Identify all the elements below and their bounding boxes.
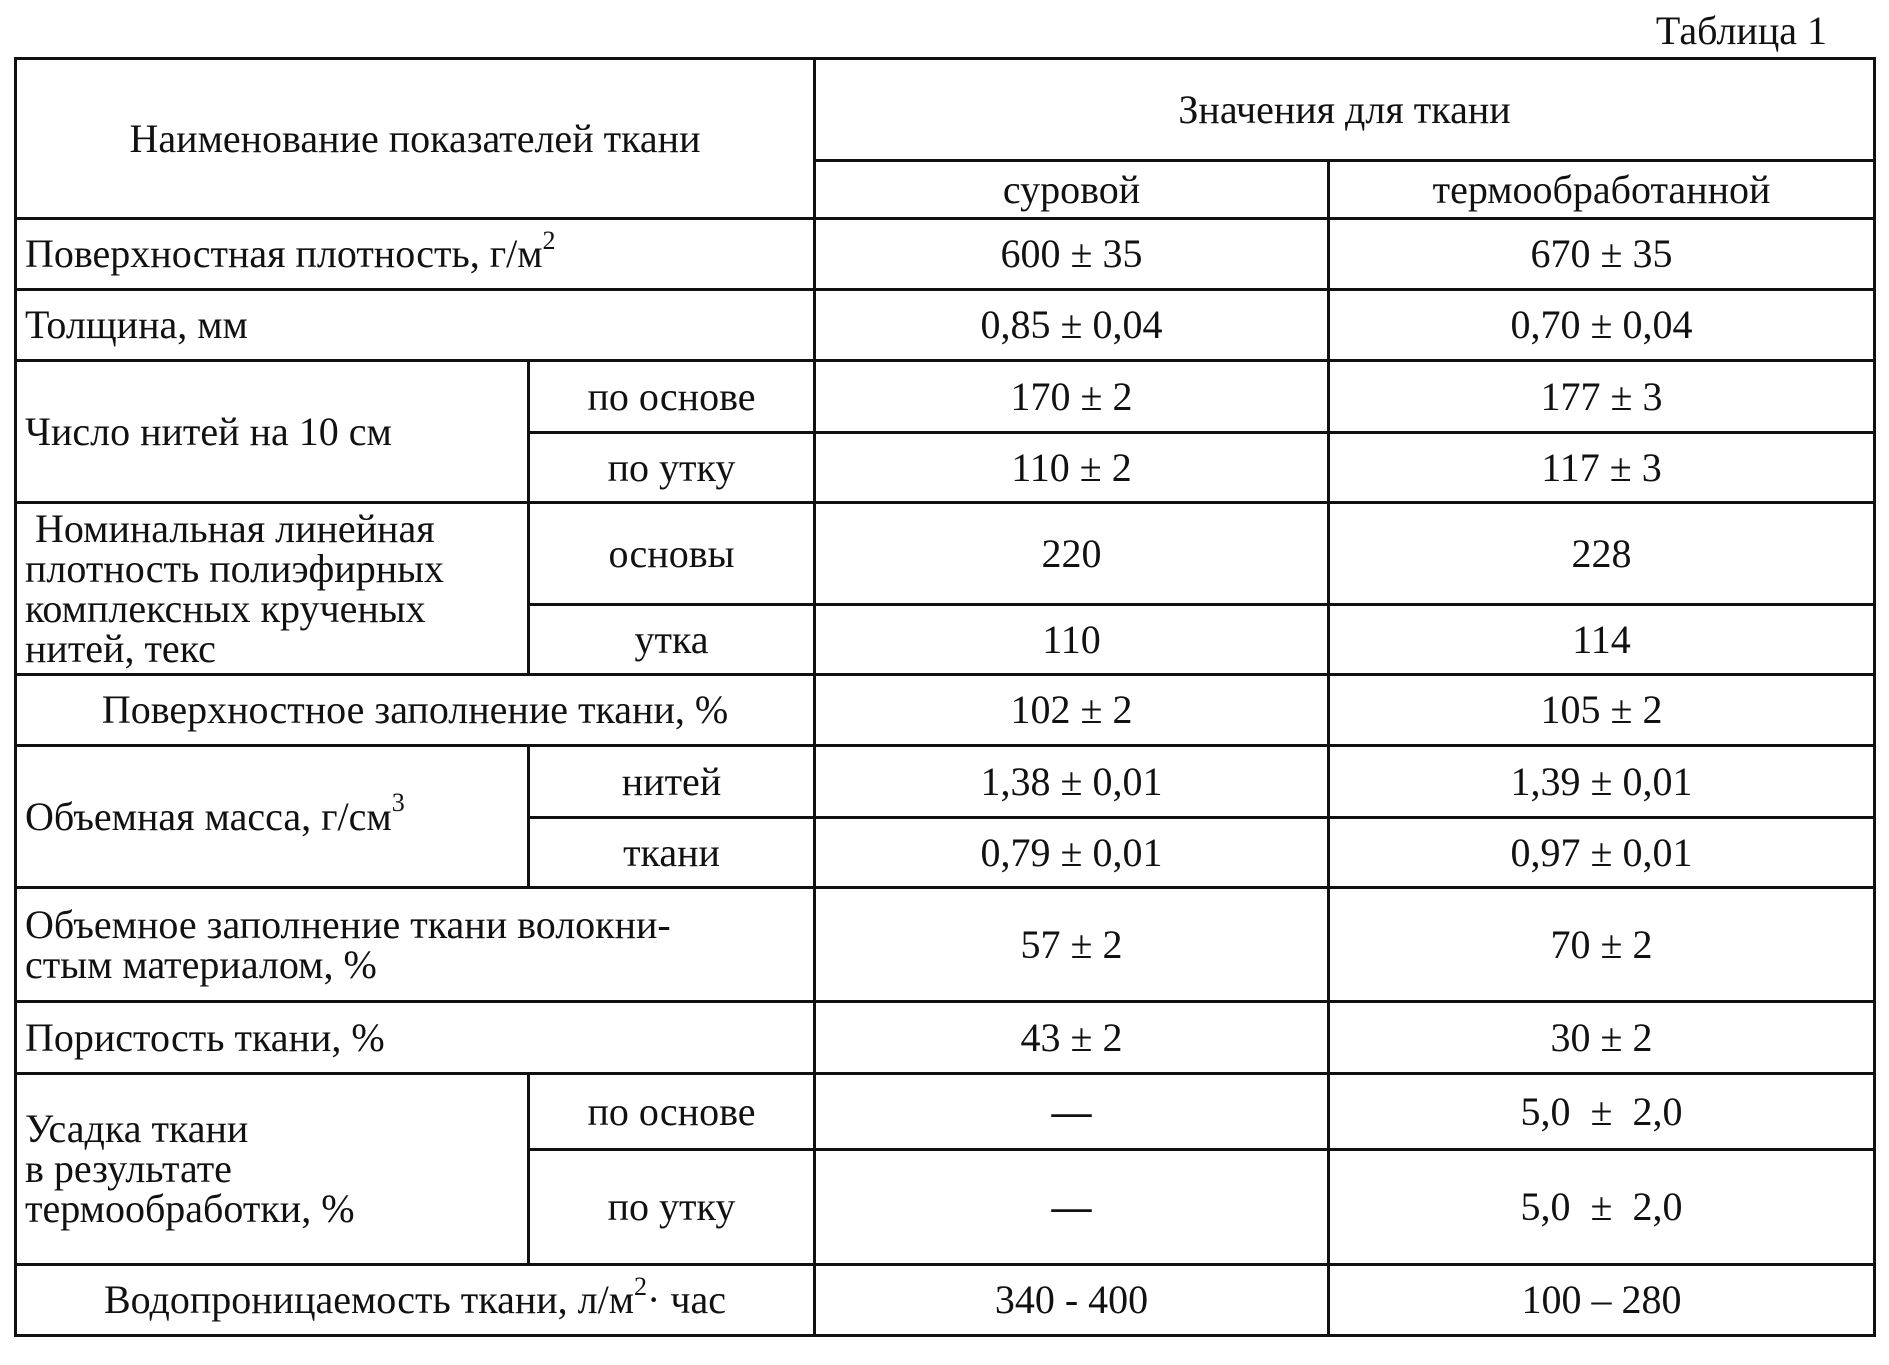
table-row	[16, 1265, 1875, 1336]
cell-heat: 0,70 ± 0,04	[1329, 290, 1875, 361]
table-row	[16, 746, 1875, 818]
cell-heat: 1,39 ± 0,01	[1329, 746, 1875, 818]
cell-heat: 5,0 ± 2,0	[1329, 1074, 1875, 1150]
cell-heat: 670 ± 35	[1329, 219, 1875, 290]
header-heat-treated-fabric: термообработанной	[1329, 161, 1875, 219]
row-label-surface-density: Поверхностная плотность, $г/м^2$	[16, 219, 815, 290]
cell-raw: 102 ± 2	[815, 675, 1329, 746]
sub-label: нитей	[529, 746, 815, 818]
row-label-shrinkage: Усадка ткани в результате термообработки, %	[16, 1074, 529, 1265]
cell-heat: 114	[1329, 605, 1875, 675]
table-row	[16, 1002, 1875, 1074]
row-label-surface-fill: Поверхностное заполнение ткани, %	[16, 675, 815, 746]
table-row	[16, 290, 1875, 361]
header-name-column: Наименование показателей ткани	[16, 59, 815, 219]
cell-raw: 1,38 ± 0,01	[815, 746, 1329, 818]
cell-raw: 110 ± 2	[815, 433, 1329, 503]
cell-heat: 177 ± 3	[1329, 361, 1875, 433]
cell-raw: 57 ± 2	[815, 888, 1329, 1002]
cell-heat: 105 ± 2	[1329, 675, 1875, 746]
cell-heat: 100 – 280	[1329, 1265, 1875, 1336]
row-label-bulk-mass: Объемная масса, $г/см^3$	[16, 746, 529, 888]
cell-raw: 0,85 ± 0,04	[815, 290, 1329, 361]
table-row	[16, 675, 1875, 746]
sub-label: по основе	[529, 361, 815, 433]
header-values-group: Значения для ткани	[815, 59, 1875, 161]
cell-heat: 228	[1329, 503, 1875, 605]
fabric-properties-table	[14, 57, 1876, 1337]
cell-heat: 30 ± 2	[1329, 1002, 1875, 1074]
row-label-water-permeability: Водопроницаемость ткани, $л/м^2\cdot$ час	[16, 1265, 815, 1336]
sub-label: по утку	[529, 433, 815, 503]
cell-raw: 340 - 400	[815, 1265, 1329, 1336]
cell-raw: 43 ± 2	[815, 1002, 1329, 1074]
sub-label: основы	[529, 503, 815, 605]
cell-raw: 0,79 ± 0,01	[815, 818, 1329, 888]
cell-raw-dash: —	[815, 1074, 1329, 1150]
table-row	[16, 219, 1875, 290]
cell-heat: 117 ± 3	[1329, 433, 1875, 503]
row-label-thread-count: Число нитей на 10 см	[16, 361, 529, 503]
table-row	[16, 888, 1875, 1002]
cell-raw-dash: —	[815, 1150, 1329, 1265]
cell-raw: 110	[815, 605, 1329, 675]
cell-raw: 600 ± 35	[815, 219, 1329, 290]
table-row	[16, 1074, 1875, 1150]
sub-label: утка	[529, 605, 815, 675]
table-row	[16, 503, 1875, 605]
header-raw-fabric: суровой	[815, 161, 1329, 219]
sub-label: по основе	[529, 1074, 815, 1150]
row-label-porosity: Пористость ткани, %	[16, 1002, 815, 1074]
cell-heat: 70 ± 2	[1329, 888, 1875, 1002]
sub-label: по утку	[529, 1150, 815, 1265]
cell-raw: 220	[815, 503, 1329, 605]
table-caption: Таблица 1	[1655, 8, 1827, 53]
table-row	[16, 361, 1875, 433]
cell-heat: 5,0 ± 2,0	[1329, 1150, 1875, 1265]
cell-heat: 0,97 ± 0,01	[1329, 818, 1875, 888]
row-label-thickness: Толщина, мм	[16, 290, 815, 361]
cell-raw: 170 ± 2	[815, 361, 1329, 433]
row-label-volume-fill: Объемное заполнение ткани волокни- стым материалом, %	[16, 888, 815, 1002]
sub-label: ткани	[529, 818, 815, 888]
row-label-linear-density: Номинальная линейная плотность полиэфирных комплексных крученых нитей, текс	[16, 503, 529, 675]
